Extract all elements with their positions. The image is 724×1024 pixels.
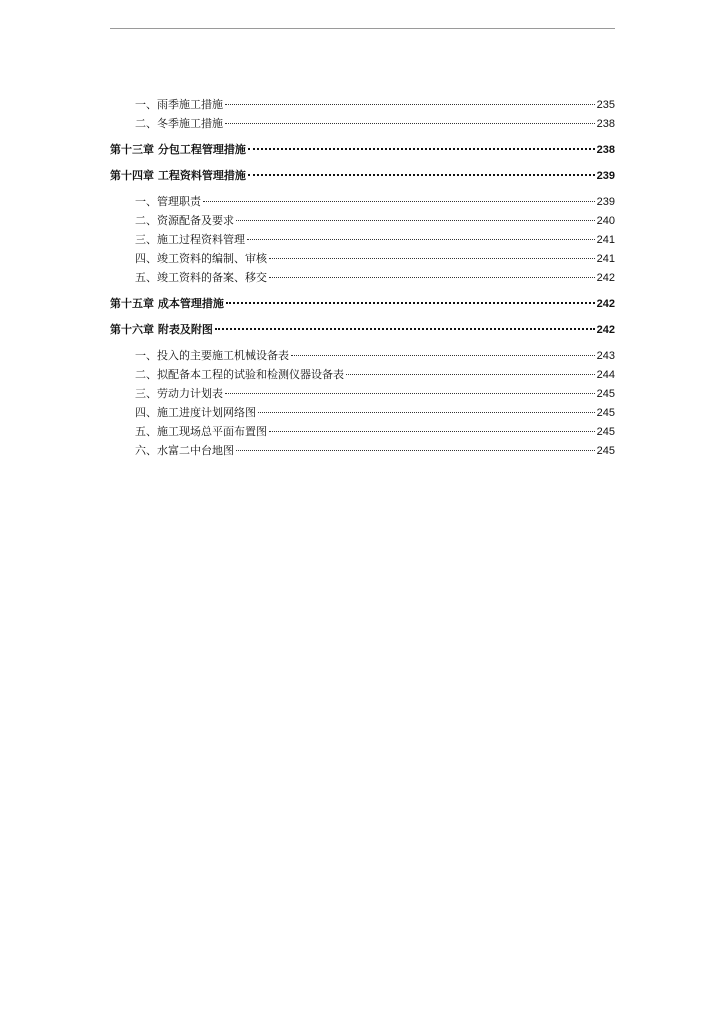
toc-page-number: 245 xyxy=(596,426,615,438)
toc-page-number: 245 xyxy=(596,407,615,419)
toc-entry-label: 一、管理职责 xyxy=(135,195,201,208)
toc-entry-schedule-network[interactable] xyxy=(110,403,615,422)
toc-page-number: 242 xyxy=(596,272,615,284)
dot-leader xyxy=(226,302,595,304)
toc-page-number: 241 xyxy=(596,234,615,246)
toc-page-number: 245 xyxy=(596,388,615,400)
dot-leader xyxy=(346,374,595,375)
toc-entry-label: 三、劳动力计划表 xyxy=(135,387,223,400)
toc-page-number: 241 xyxy=(596,253,615,265)
toc-entry-label: 五、施工现场总平面布置图 xyxy=(135,425,267,438)
dot-leader xyxy=(203,201,595,202)
dot-leader xyxy=(248,174,595,176)
toc-entry-label: 一、雨季施工措施 xyxy=(135,98,223,111)
toc-chapter-14[interactable] xyxy=(110,166,615,185)
dot-leader xyxy=(291,355,595,356)
toc-entry-resources[interactable] xyxy=(110,211,615,230)
toc-page-number: 239 xyxy=(596,170,615,182)
toc-entry-test-equipment-table[interactable] xyxy=(110,365,615,384)
toc-entry-process-documents[interactable] xyxy=(110,230,615,249)
toc-page-number: 245 xyxy=(596,445,615,457)
toc-page-number: 235 xyxy=(596,99,615,111)
toc-entry-label: 二、资源配备及要求 xyxy=(135,214,234,227)
toc-entry-label: 四、施工进度计划网络图 xyxy=(135,406,256,419)
toc-chapter-label: 第十四章 工程资料管理措施 xyxy=(110,169,246,182)
dot-leader xyxy=(225,393,595,394)
toc-page-number: 242 xyxy=(596,324,615,336)
toc-entry-machinery-table[interactable] xyxy=(110,346,615,365)
toc-entry-label: 四、竣工资料的编制、审核 xyxy=(135,252,267,265)
dot-leader xyxy=(236,450,595,451)
toc-chapter-16[interactable] xyxy=(110,320,615,339)
toc-page-number: 238 xyxy=(596,118,615,130)
toc-entry-site-layout[interactable] xyxy=(110,422,615,441)
toc-entry-label: 三、施工过程资料管理 xyxy=(135,233,245,246)
toc-chapter-15[interactable] xyxy=(110,294,615,313)
dot-leader xyxy=(247,239,595,240)
dot-leader xyxy=(225,123,595,124)
toc-entry-winter-season[interactable] xyxy=(110,114,615,133)
toc-chapter-13[interactable] xyxy=(110,140,615,159)
toc-entry-label: 一、投入的主要施工机械设备表 xyxy=(135,349,289,362)
toc-chapter-label: 第十六章 附表及附图 xyxy=(110,323,213,336)
toc-entry-completion-compile[interactable] xyxy=(110,249,615,268)
dot-leader xyxy=(225,104,595,105)
toc-entry-completion-handover[interactable] xyxy=(110,268,615,287)
toc-entry-label: 五、竣工资料的备案、移交 xyxy=(135,271,267,284)
toc-page-number: 240 xyxy=(596,215,615,227)
toc-entry-rainy-season[interactable] xyxy=(110,95,615,114)
dot-leader xyxy=(269,277,595,278)
table-of-contents xyxy=(110,95,615,460)
toc-page-number: 243 xyxy=(596,350,615,362)
dot-leader xyxy=(248,148,595,150)
toc-page-number: 239 xyxy=(596,196,615,208)
toc-entry-label: 二、冬季施工措施 xyxy=(135,117,223,130)
toc-page-number: 244 xyxy=(596,369,615,381)
dot-leader xyxy=(269,431,595,432)
toc-page-number: 238 xyxy=(596,144,615,156)
toc-chapter-label: 第十三章 分包工程管理措施 xyxy=(110,143,246,156)
dot-leader xyxy=(269,258,595,259)
toc-entry-terrain-map[interactable] xyxy=(110,441,615,460)
dot-leader xyxy=(215,328,595,330)
toc-chapter-label: 第十五章 成本管理措施 xyxy=(110,297,224,310)
dot-leader xyxy=(236,220,595,221)
header-rule xyxy=(110,28,615,29)
toc-page-number: 242 xyxy=(596,298,615,310)
toc-entry-label: 六、水富二中台地图 xyxy=(135,444,234,457)
toc-entry-label: 二、拟配备本工程的试验和检测仪器设备表 xyxy=(135,368,344,381)
toc-entry-labor-plan[interactable] xyxy=(110,384,615,403)
toc-entry-responsibilities[interactable] xyxy=(110,192,615,211)
dot-leader xyxy=(258,412,595,413)
